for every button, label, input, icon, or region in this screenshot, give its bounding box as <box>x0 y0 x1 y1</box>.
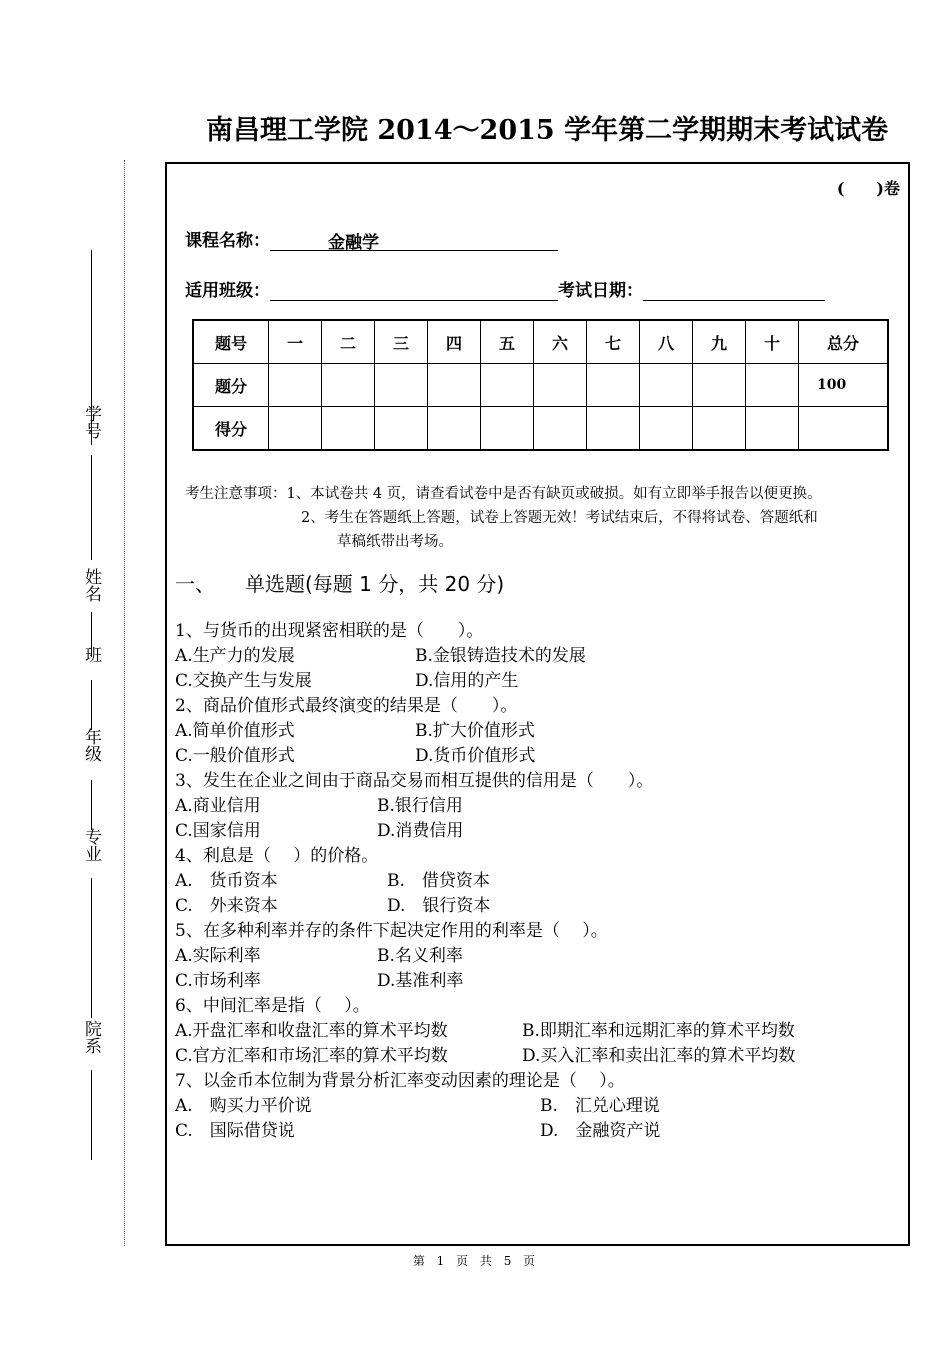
score-cell[interactable] <box>640 407 693 451</box>
course-row <box>185 226 558 251</box>
question-stem: 4、利息是（ ）的价格。 <box>175 846 379 866</box>
class-field[interactable] <box>270 278 558 301</box>
option-row <box>175 819 795 844</box>
answer-option[interactable]: D.货币价值形式 <box>415 746 536 766</box>
points-cell <box>640 364 693 407</box>
course-value: 金融学 <box>328 233 379 253</box>
major-line <box>91 780 92 830</box>
answer-option[interactable]: B.金银铸造技术的发展 <box>415 646 586 666</box>
points-cell <box>269 364 322 407</box>
points-cell <box>746 364 799 407</box>
score-row-label: 得分 <box>193 407 269 451</box>
answer-option[interactable]: D. 银行资本 <box>387 896 491 916</box>
answer-option[interactable]: B.银行信用 <box>377 796 463 816</box>
header-cell: 三 <box>375 320 428 364</box>
class-date-row <box>185 276 825 301</box>
option-row <box>175 969 795 994</box>
header-cell: 一 <box>269 320 322 364</box>
answer-option[interactable]: C. 外来资本 <box>175 896 278 916</box>
points-cell <box>428 364 481 407</box>
answer-option[interactable]: A.开盘汇率和收盘汇率的算术平均数 <box>175 1021 448 1041</box>
score-cell[interactable] <box>746 407 799 451</box>
option-row <box>175 1094 795 1119</box>
date-label: 考试日期： <box>558 281 643 301</box>
answer-option[interactable]: A.实际利率 <box>175 946 261 966</box>
department-line-lower <box>91 1070 92 1160</box>
page-footer: 第 1 页 共 5 页 <box>412 1254 540 1268</box>
option-row <box>175 894 795 919</box>
option-row <box>175 644 795 669</box>
header-cell: 十 <box>746 320 799 364</box>
exam-notice <box>185 482 822 554</box>
binding-cut-line <box>124 160 125 1246</box>
answer-option[interactable]: D.消费信用 <box>377 821 464 841</box>
score-cell[interactable] <box>481 407 534 451</box>
answer-option[interactable]: C.一般价值形式 <box>175 746 295 766</box>
points-cell <box>322 364 375 407</box>
question-stem: 3、发生在企业之间由于商品交易而相互提供的信用是（ ）。 <box>175 771 654 791</box>
answer-option[interactable]: C.交换产生与发展 <box>175 671 312 691</box>
answer-option[interactable]: D.买入汇率和卖出汇率的算术平均数 <box>522 1046 796 1066</box>
header-cell: 五 <box>481 320 534 364</box>
notice-line-2: 2、考生在答题纸上答题，试卷上答题无效！考试结束后，不得将试卷、答题纸和 <box>301 510 818 526</box>
points-cell <box>375 364 428 407</box>
question-stem: 2、商品价值形式最终演变的结果是（ ）。 <box>175 696 518 716</box>
points-cell <box>534 364 587 407</box>
exam-title: 南昌理工学院 2014～2015 学年第二学期期末考试试卷 <box>206 115 889 146</box>
answer-option[interactable]: B.扩大价值形式 <box>415 721 535 741</box>
option-row <box>175 1019 795 1044</box>
answer-option[interactable]: A. 货币资本 <box>175 871 278 891</box>
header-cell: 八 <box>640 320 693 364</box>
section-number: 一、 <box>175 572 215 596</box>
exam-frame <box>165 162 910 1246</box>
question-stem: 6、中间汇率是指（ ）。 <box>175 996 370 1016</box>
header-cell: 九 <box>693 320 746 364</box>
option-row <box>175 719 795 744</box>
option-row <box>175 944 795 969</box>
grade-line <box>91 680 92 730</box>
course-field[interactable] <box>270 228 558 251</box>
header-cell: 总分 <box>799 320 889 364</box>
score-table-header-row <box>193 320 888 364</box>
points-row <box>193 364 888 407</box>
answer-option[interactable]: A. 购买力平价说 <box>175 1096 312 1116</box>
answer-option[interactable]: C. 国际借贷说 <box>175 1121 295 1141</box>
question-list <box>175 619 795 1144</box>
points-cell <box>587 364 640 407</box>
score-cell[interactable] <box>269 407 322 451</box>
class-label: 班 <box>81 646 101 663</box>
name-line <box>91 455 92 560</box>
header-cell: 七 <box>587 320 640 364</box>
answer-option[interactable]: B. 汇兑心理说 <box>540 1096 660 1116</box>
section-heading <box>175 568 504 597</box>
option-row <box>175 1044 795 1069</box>
total-score-cell[interactable] <box>799 407 889 451</box>
header-cell: 六 <box>534 320 587 364</box>
score-cell[interactable] <box>428 407 481 451</box>
answer-option[interactable]: B.名义利率 <box>377 946 463 966</box>
option-row <box>175 669 795 694</box>
department-line <box>91 878 92 1018</box>
question-stem: 7、以金币本位制为背景分析汇率变动因素的理论是（ ）。 <box>175 1071 625 1091</box>
option-row <box>175 744 795 769</box>
course-label: 课程名称： <box>185 231 270 251</box>
points-cell <box>481 364 534 407</box>
answer-option[interactable]: A.商业信用 <box>175 796 261 816</box>
score-row <box>193 407 888 451</box>
answer-option[interactable]: A.简单价值形式 <box>175 721 295 741</box>
notice-line-3: 草稿纸带出考场。 <box>337 534 453 550</box>
section-title: 单选题(每题 1 分，共 20 分) <box>245 572 505 596</box>
header-cell: 四 <box>428 320 481 364</box>
answer-option[interactable]: C.官方汇率和市场汇率的算术平均数 <box>175 1046 448 1066</box>
question-stem: 1、与货币的出现紧密相联的是（ ）。 <box>175 621 484 641</box>
question-stem: 5、在多种利率并存的条件下起决定作用的利率是（ ）。 <box>175 921 608 941</box>
option-row <box>175 1119 795 1144</box>
student-id-label: 学号 <box>81 405 101 439</box>
points-cell <box>693 364 746 407</box>
option-row <box>175 794 795 819</box>
date-field[interactable] <box>643 278 825 301</box>
answer-option[interactable]: A.生产力的发展 <box>175 646 295 666</box>
grade-label: 年级 <box>81 728 101 762</box>
points-row-label: 题分 <box>193 364 269 407</box>
answer-option[interactable]: D.信用的产生 <box>415 671 519 691</box>
score-cell[interactable] <box>375 407 428 451</box>
answer-option[interactable]: B.即期汇率和远期汇率的算术平均数 <box>522 1021 795 1041</box>
department-label: 院系 <box>81 1020 101 1054</box>
score-cell[interactable] <box>534 407 587 451</box>
option-row <box>175 869 795 894</box>
class-label-field: 适用班级： <box>185 281 270 301</box>
answer-option[interactable]: B. 借贷资本 <box>387 871 490 891</box>
notice-line-1: 考生注意事项：1、本试卷共 4 页，请查看试卷中是否有缺页或破损。如有立即举手报告以便更换。 <box>185 486 822 502</box>
answer-option[interactable]: C.市场利率 <box>175 971 261 991</box>
total-points-cell: 100 <box>799 364 889 407</box>
paper-type: ( )卷 <box>836 179 900 198</box>
name-label: 姓名 <box>81 568 101 602</box>
major-label: 专业 <box>81 828 101 862</box>
score-cell[interactable] <box>322 407 375 451</box>
header-cell: 二 <box>322 320 375 364</box>
answer-option[interactable]: D.基准利率 <box>377 971 464 991</box>
score-cell[interactable] <box>587 407 640 451</box>
score-cell[interactable] <box>693 407 746 451</box>
header-cell: 题号 <box>193 320 269 364</box>
binding-margin <box>60 250 110 1160</box>
answer-option[interactable]: C.国家信用 <box>175 821 261 841</box>
answer-option[interactable]: D. 金融资产说 <box>540 1121 661 1141</box>
score-table <box>192 319 889 451</box>
